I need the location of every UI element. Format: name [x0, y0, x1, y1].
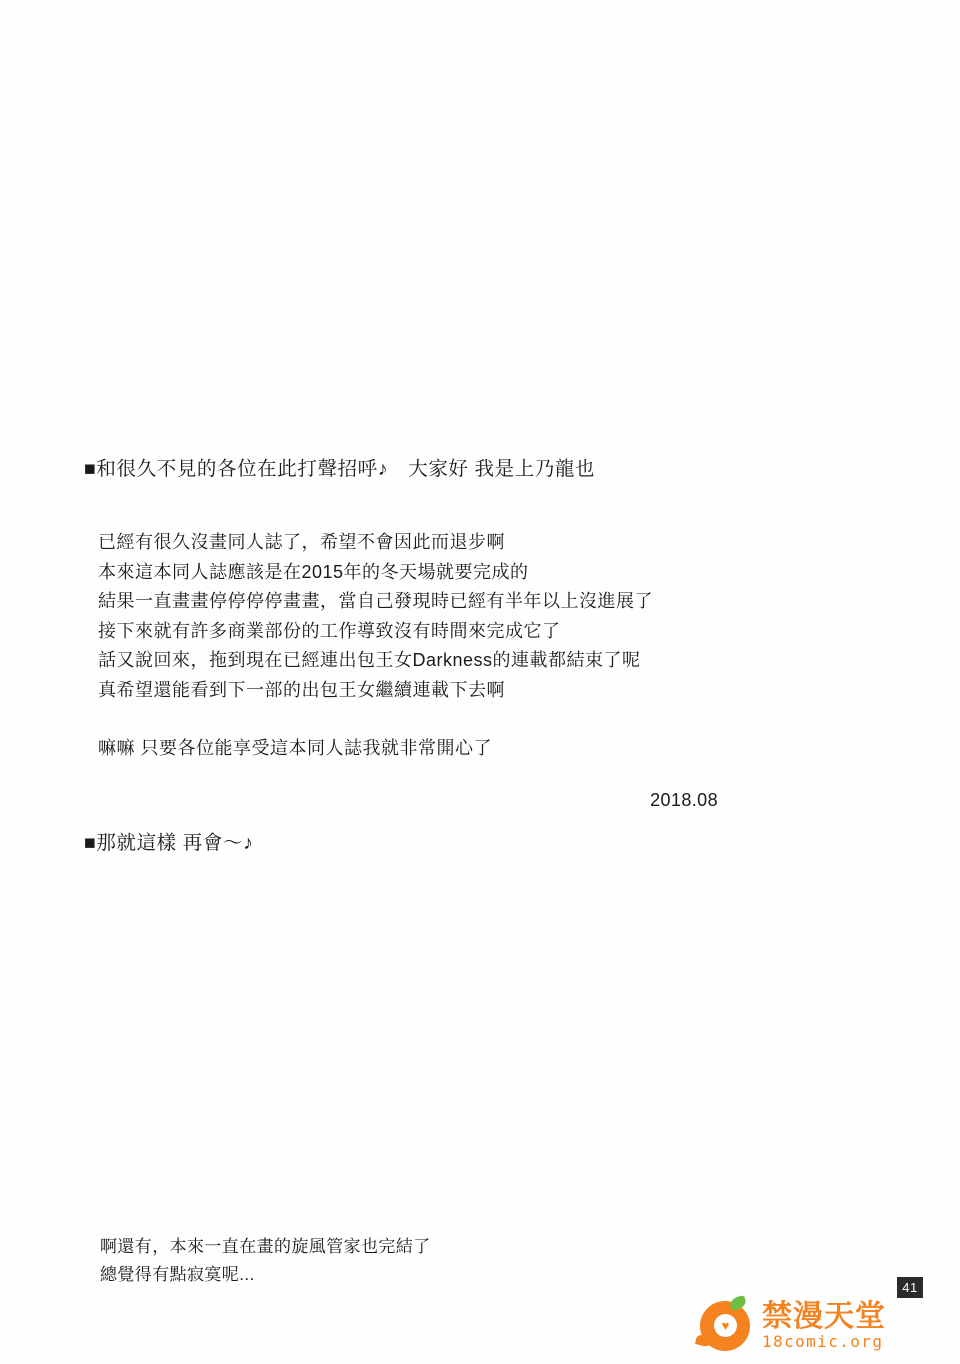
afterword-date: 2018.08 — [650, 789, 718, 810]
paragraph-spacer — [84, 705, 874, 734]
postscript-line: 啊還有，本來一直在畫的旋風管家也完結了 — [100, 1237, 431, 1256]
watermark-title: 禁漫天堂 — [762, 1300, 886, 1333]
tangerine-logo-icon — [700, 1299, 754, 1353]
watermark-url: 18comic.org — [762, 1332, 884, 1351]
afterword-line: 話又說回來，拖到現在已經連出包王女Darkness的連載都結束了呢 — [98, 650, 641, 671]
site-watermark — [700, 1297, 915, 1355]
page-number: 41 — [897, 1277, 923, 1298]
afterword-closing-note: 嘛嘛 只要各位能享受這本同人誌我就非常開心了 — [98, 738, 492, 759]
postscript-line: 總覺得有點寂寞呢... — [100, 1265, 255, 1284]
afterword-signoff: ■那就這樣 再會～♪ — [84, 831, 254, 854]
afterword-body — [98, 528, 874, 705]
afterword-headline: ■和很久不見的各位在此打聲招呼♪ 大家好 我是上乃龍也 — [84, 458, 596, 480]
heart-icon: ♥ — [721, 1318, 730, 1333]
afterword-line: 接下來就有許多商業部份的工作導致沒有時間來完成它了 — [98, 620, 561, 641]
postscript-section — [100, 1233, 700, 1289]
afterword-section — [84, 455, 874, 855]
afterword-line: 本來這本同人誌應該是在2015年的冬天場就要完成的 — [98, 561, 529, 582]
afterword-line: 真希望還能看到下一部的出包王女繼續連載下去啊 — [98, 679, 505, 700]
logo-leaf-icon — [729, 1295, 748, 1311]
afterword-line: 已經有很久沒畫同人誌了，希望不會因此而退步啊 — [98, 532, 505, 553]
watermark-text — [762, 1301, 886, 1351]
afterword-line: 結果一直畫畫停停停停畫畫，當自己發現時已經有半年以上沒進展了 — [98, 591, 653, 612]
